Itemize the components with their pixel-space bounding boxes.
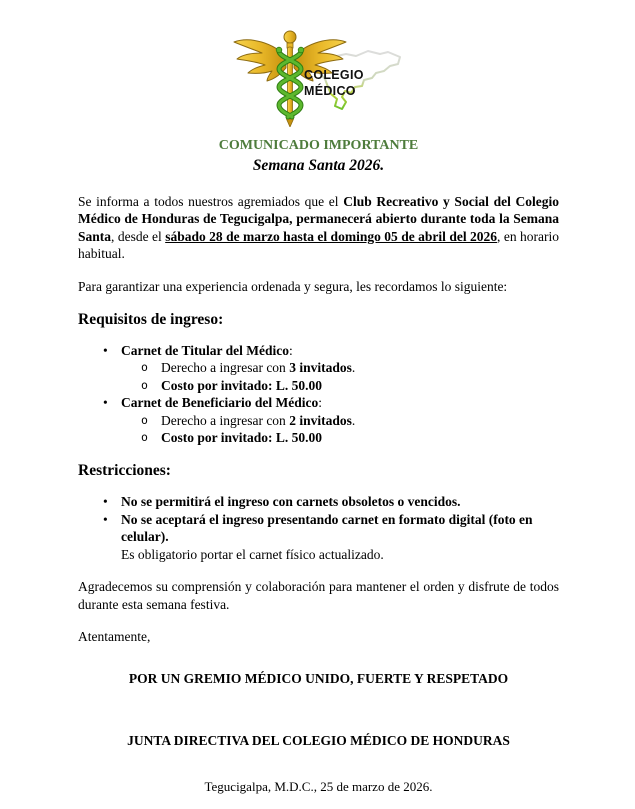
salutation: Atentamente, [78, 628, 151, 644]
list-subitem-beneficiario-invitados: o Derecho a ingresar con 2 invitados. [141, 412, 356, 428]
bullet-icon: • [103, 511, 108, 527]
bullet-icon: • [103, 494, 108, 510]
colegio-medico-logo [229, 27, 409, 127]
list-subitem-titular-invitados: o Derecho a ingresar con 3 invitados. [141, 360, 356, 376]
bullet-icon: • [103, 395, 108, 411]
requisitos-heading: Requisitos de ingreso: [78, 311, 224, 329]
document-page [0, 27, 635, 796]
logo-container [78, 27, 559, 127]
restricciones-list [78, 493, 559, 563]
list-item-carnets-vencidos: • No se permitirá el ingreso con carnets obsoletos o vencidos. [103, 494, 461, 510]
list-subitem-beneficiario-costo: o Costo por invitado: L. 50.00 [141, 430, 323, 446]
reminder-paragraph: Para garantizar una experiencia ordenada y segura, les recordamos lo siguiente: [78, 278, 508, 294]
circle-bullet-icon: o [141, 377, 148, 392]
requisitos-list [78, 342, 559, 446]
list-item-formato-digital: • No se aceptará el ingreso presentando carnet en formato digital (foto en celular). Es obligatorio portar el carnet físico actualizado. [78, 511, 559, 563]
logo-text-line2: MÉDICO [303, 84, 356, 98]
list-item-beneficiario: • Carnet de Beneficiario del Médico: [103, 395, 322, 411]
signature: JUNTA DIRECTIVA DEL COLEGIO MÉDICO DE HONDURAS [127, 732, 510, 748]
circle-bullet-icon: o [141, 412, 148, 427]
circle-bullet-icon: o [141, 360, 148, 375]
slogan: POR UN GREMIO MÉDICO UNIDO, FUERTE Y RESPETADO [128, 671, 509, 687]
restricciones-heading: Restricciones: [78, 462, 171, 480]
list-subitem-titular-costo: o Costo por invitado: L. 50.00 [141, 377, 323, 393]
bullet-icon: • [103, 343, 108, 359]
intro-paragraph: Se informa a todos nuestros agremiados que el Club Recreativo y Social del Colegio Médico de Honduras de Tegucigalpa, permanecerá abierto durante toda la Semana Santa, desde el sábado 28 de marzo hasta el domingo 05 de abril del 2026, en horario habitual. [78, 194, 559, 262]
page-title: COMUNICADO IMPORTANTE [218, 138, 419, 153]
list-item-note: Es obligatorio portar el carnet físico actualizado. [121, 546, 384, 562]
dateline: Tegucigalpa, M.D.C., 25 de marzo de 2026. [204, 779, 433, 795]
circle-bullet-icon: o [141, 430, 148, 445]
list-item-titular: • Carnet de Titular del Médico: [103, 343, 293, 359]
page-subtitle: Semana Santa 2026. [252, 157, 385, 174]
logo-text-line1: COLEGIO [303, 68, 364, 82]
gratitude-paragraph: Agradecemos su comprensión y colaboración para mantener el orden y disfrute de todos durante esta semana festiva. [78, 579, 559, 612]
